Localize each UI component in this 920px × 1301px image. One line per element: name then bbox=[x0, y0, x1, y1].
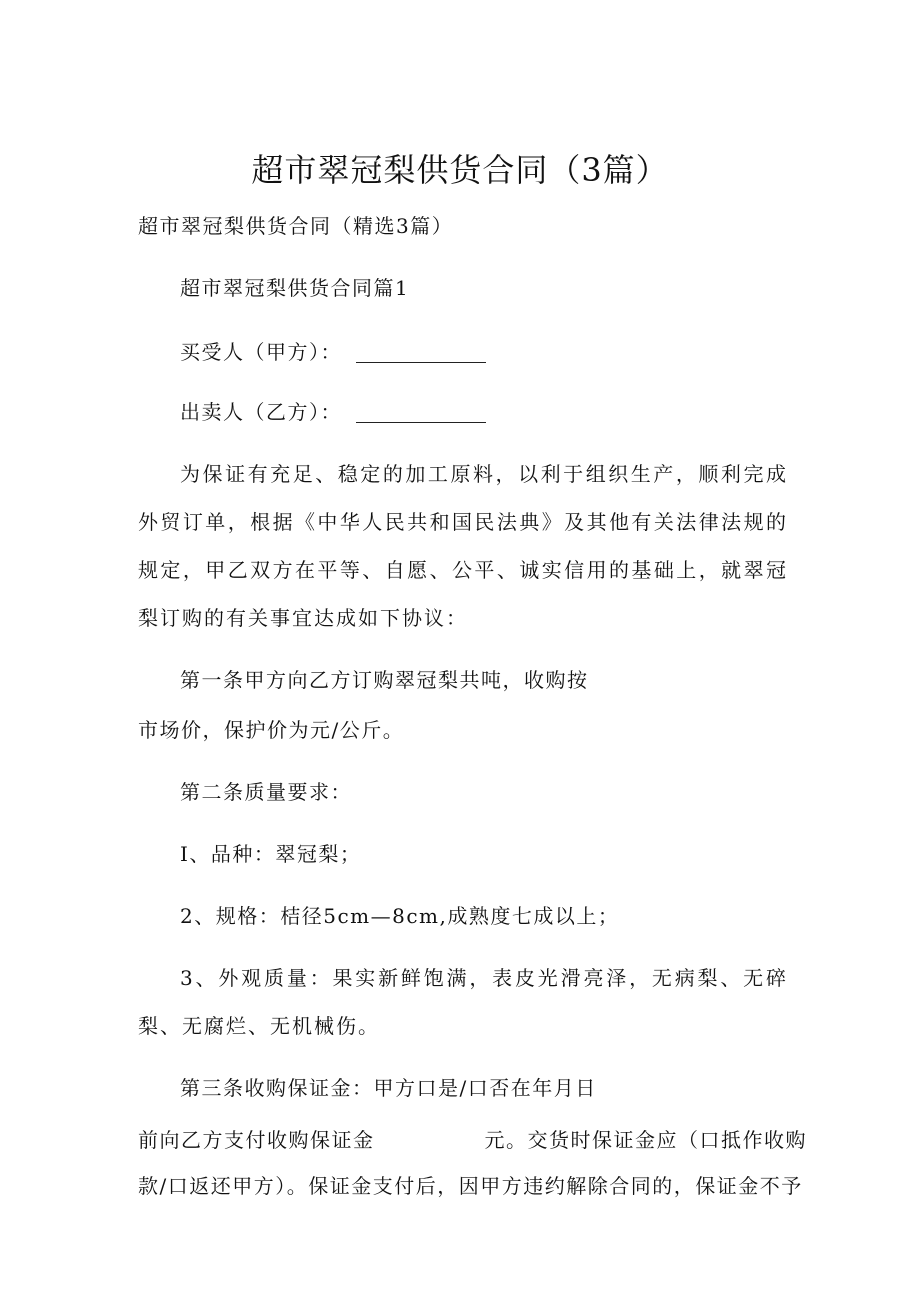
article3-line2-part1: 前向乙方支付收购保证金 bbox=[138, 1128, 375, 1152]
article2-heading: 第二条质量要求： bbox=[180, 780, 352, 804]
article1-line2: 市场价，保护价为元/公斤。 bbox=[138, 718, 405, 742]
quality-item-3: 3、外观质量：果实新鲜饱满，表皮光滑亮泽，无病梨、无碎梨、无腐烂、无机械伤。 bbox=[138, 966, 788, 1038]
article3-line1: 第三条收购保证金：甲方口是/口否在年月日 bbox=[180, 1076, 597, 1100]
article3-line2-part2: 元。交货时保证金应（口抵作收购 bbox=[484, 1128, 807, 1152]
article3-line3: 款/口返还甲方）。保证金支付后，因甲方违约解除合同的，保证金不予 bbox=[138, 1174, 803, 1198]
quality-item-1: I、品种：翠冠梨； bbox=[180, 842, 362, 866]
article3-line2 bbox=[138, 1126, 807, 1154]
seller-label: 出卖人（乙方）： bbox=[180, 400, 342, 424]
buyer-blank bbox=[356, 344, 486, 363]
seller-line bbox=[180, 398, 486, 426]
buyer-line bbox=[180, 338, 486, 366]
seller-blank bbox=[356, 404, 486, 423]
section-heading: 超市翠冠梨供货合同篇1 bbox=[180, 276, 410, 300]
intro-paragraph: 为保证有充足、稳定的加工原料，以利于组织生产，顺利完成外贸订单，根据《中华人民共和国民法典》及其他有关法律法规的规定，甲乙双方在平等、自愿、公平、诚实信用的基础上，就翠冠梨订购的有关事宜达成如下协议： bbox=[138, 462, 788, 630]
buyer-label: 买受人（甲方）： bbox=[180, 340, 342, 364]
quality-item-2: 2、规格：桔径5cm—8cm,成熟度七成以上； bbox=[180, 904, 620, 928]
document-subtitle: 超市翠冠梨供货合同（精选3篇） bbox=[138, 214, 454, 238]
document-title: 超市翠冠梨供货合同（3篇） bbox=[251, 151, 669, 189]
article1-line1: 第一条甲方向乙方订购翠冠梨共吨，收购按 bbox=[180, 668, 589, 692]
